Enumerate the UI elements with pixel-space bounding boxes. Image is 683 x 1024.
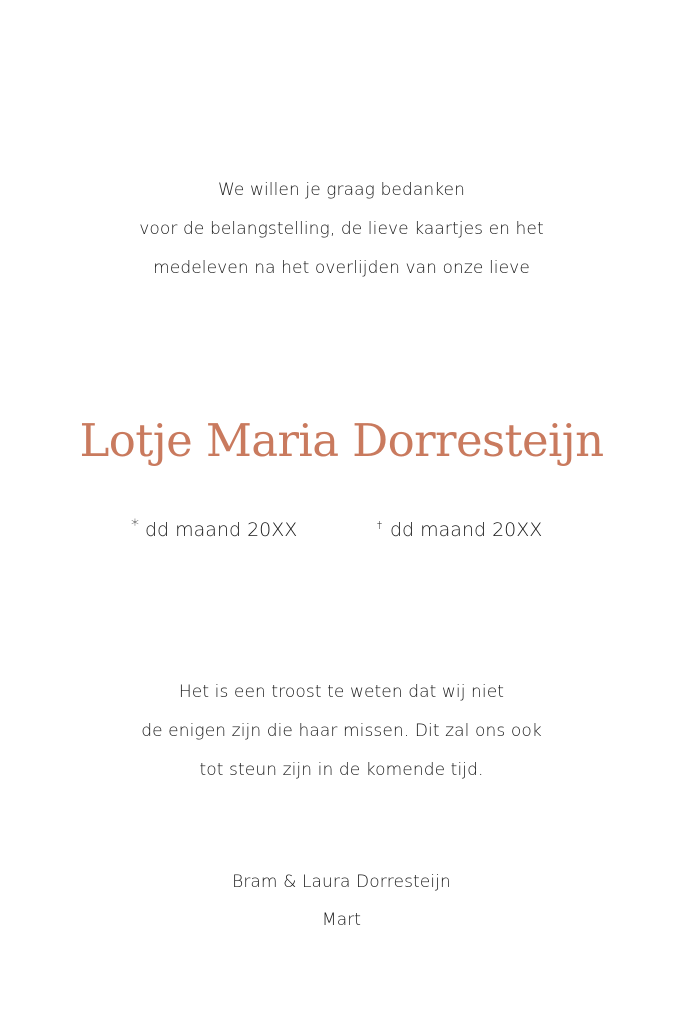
death-date-text: dd maand 20XX [390, 519, 543, 541]
comfort-line-3: tot steun zijn in de komende tijd. [199, 760, 484, 780]
intro-text [0, 176, 683, 293]
name-block [0, 410, 683, 472]
birth-star-icon: * [131, 515, 139, 534]
comfort-line-2: de enigen zijn die haar missen. Dit zal ons ook [141, 721, 542, 741]
deceased-name: Lotje Maria Dorresteijn [79, 414, 604, 467]
birth-date [131, 515, 297, 546]
birth-date-text: dd maand 20XX [145, 519, 298, 541]
death-date [377, 515, 542, 549]
death-cross-icon: † [377, 520, 382, 531]
comfort-text [0, 678, 683, 795]
comfort-line-1: Het is een troost te weten dat wij niet [178, 682, 505, 702]
intro-line-2: voor de belangstelling, de lieve kaartjes en het [139, 219, 544, 239]
intro-line-1: We willen je graag bedanken [217, 180, 465, 200]
signature-line-2: Mart [321, 910, 362, 930]
intro-line-3: medeleven na het overlijden van onze lieve [153, 258, 530, 278]
signature-line-1: Bram & Laura Dorresteijn [232, 872, 451, 892]
signature [0, 868, 683, 944]
